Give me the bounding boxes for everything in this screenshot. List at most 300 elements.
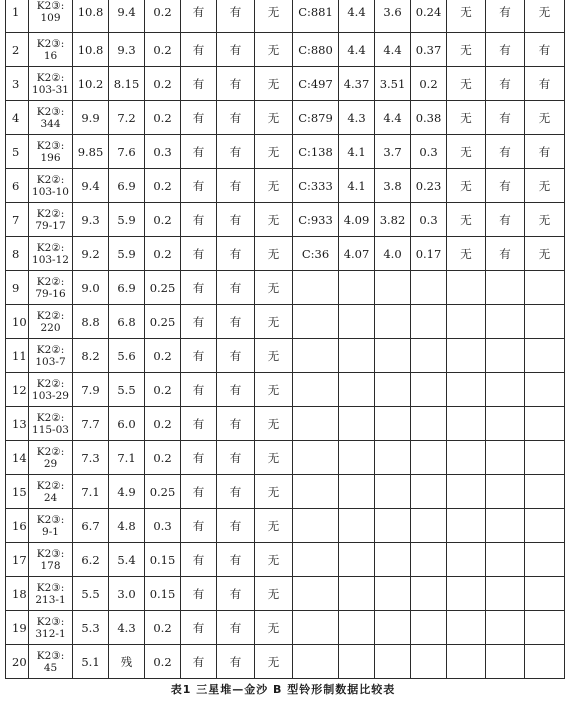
table-cell-col14	[486, 135, 525, 169]
table-cell-col5	[145, 305, 181, 339]
cell-value: 10.8	[77, 5, 104, 19]
table-cell-col7	[217, 475, 255, 509]
table-cell-col7	[217, 305, 255, 339]
table-cell-col9	[293, 373, 339, 407]
cell-value: 有	[192, 42, 205, 57]
table-cell-col10	[339, 577, 375, 611]
table-cell-col7	[217, 543, 255, 577]
table-row	[6, 339, 565, 373]
table-cell-col6	[181, 339, 217, 373]
table-cell-col8	[255, 373, 293, 407]
table-cell-col13	[447, 237, 486, 271]
cell-value: 0.25	[149, 314, 176, 329]
table-cell-col4	[109, 101, 145, 135]
table-cell-col10	[339, 645, 375, 679]
cell-value: 0.2	[153, 620, 172, 635]
cell-value: 7.6	[117, 144, 136, 159]
row-number: 8	[12, 246, 20, 261]
table-cell-col14	[486, 305, 525, 339]
table-cell-col13	[447, 305, 486, 339]
cell-value: 无	[267, 314, 280, 329]
table-cell-col13	[447, 475, 486, 509]
table-cell-col11	[375, 543, 411, 577]
row-number: 17	[12, 552, 27, 567]
cell-value: 3.82	[379, 212, 406, 227]
cell-value: 9.4	[117, 5, 136, 19]
table-cell-col14	[486, 169, 525, 203]
row-number: 1	[12, 5, 20, 19]
cell-value: 无	[267, 246, 280, 261]
row-number: 2	[12, 42, 20, 57]
cell-value: 7.1	[81, 484, 100, 499]
table-cell-col5	[145, 0, 181, 33]
table-cell-col6	[181, 441, 217, 475]
table-cell-col3	[73, 237, 109, 271]
cell-value: 有	[499, 110, 511, 125]
specimen-code-cell	[29, 441, 73, 475]
table-cell-col15	[525, 203, 565, 237]
table-cell-col15	[525, 67, 565, 101]
specimen-pit-label: K2③:	[36, 513, 65, 526]
table-cell-col8	[255, 611, 293, 645]
cell-value: 5.5	[81, 586, 100, 601]
cell-value: 无	[267, 518, 280, 533]
cell-value: 0.3	[419, 144, 438, 159]
table-cell-col3	[73, 543, 109, 577]
table-cell-col14	[486, 611, 525, 645]
table-row	[6, 645, 565, 679]
table-cell-col10	[339, 543, 375, 577]
table-cell-col10	[339, 441, 375, 475]
table-cell-col4	[109, 509, 145, 543]
table-cell-col9	[293, 339, 339, 373]
table-cell-col12	[411, 67, 447, 101]
table-cell-col8	[255, 67, 293, 101]
cell-value: 5.9	[117, 246, 136, 261]
table-cell-col10	[339, 305, 375, 339]
table-cell-col10	[339, 33, 375, 67]
cell-value: 无	[267, 348, 280, 363]
specimen-number: 103-12	[32, 253, 69, 266]
table-cell-col9	[293, 101, 339, 135]
cell-value: 无	[267, 416, 280, 431]
table-cell-col11	[375, 475, 411, 509]
cell-value: 7.2	[117, 110, 136, 125]
specimen-number: 29	[43, 457, 58, 470]
table-cell-col14	[486, 441, 525, 475]
table-cell-col5	[145, 373, 181, 407]
table-cell-col14	[486, 203, 525, 237]
table-row	[6, 475, 565, 509]
cell-value: 0.2	[153, 212, 172, 227]
cell-value: 7.9	[81, 382, 100, 397]
table-cell-col9	[293, 0, 339, 33]
cell-value: 0.2	[153, 348, 172, 363]
table-cell-col7	[217, 441, 255, 475]
cell-value: 8.15	[113, 76, 140, 91]
table-cell-col6	[181, 645, 217, 679]
cell-value: 0.2	[153, 76, 172, 91]
table-cell-col8	[255, 305, 293, 339]
cell-value: 无	[460, 178, 472, 193]
specimen-pit-label: K2②:	[36, 309, 65, 322]
table-cell-col3	[73, 645, 109, 679]
table-cell-col5	[145, 33, 181, 67]
specimen-pit-label: K2③:	[36, 581, 65, 594]
specimen-pit-label: K2②:	[36, 173, 65, 186]
cell-value: 无	[267, 552, 280, 567]
row-number-cell	[6, 373, 29, 407]
table-cell-col14	[486, 271, 525, 305]
table-cell-col10	[339, 373, 375, 407]
table-cell-col12	[411, 169, 447, 203]
table-cell-col5	[145, 101, 181, 135]
specimen-code-cell	[29, 611, 73, 645]
cell-value: 无	[267, 484, 280, 499]
row-number: 7	[12, 212, 20, 227]
table-cell-col9	[293, 271, 339, 305]
table-cell-col7	[217, 169, 255, 203]
table-cell-col8	[255, 543, 293, 577]
table-cell-col15	[525, 373, 565, 407]
table-cell-col14	[486, 33, 525, 67]
specimen-code-cell	[29, 475, 73, 509]
cell-value: 无	[460, 110, 472, 125]
cell-value: 有	[192, 654, 205, 669]
specimen-pit-label: K2③:	[36, 105, 65, 118]
table-cell-col15	[525, 33, 565, 67]
table-cell-col6	[181, 169, 217, 203]
row-number: 18	[12, 586, 27, 601]
cell-value: 0.2	[153, 382, 172, 397]
specimen-pit-label: K2③:	[36, 139, 65, 152]
table-cell-col7	[217, 407, 255, 441]
table-cell-col5	[145, 509, 181, 543]
cell-value: 无	[267, 212, 280, 227]
table-cell-col3	[73, 611, 109, 645]
cell-value: 无	[538, 5, 551, 19]
cell-value: 9.4	[81, 178, 100, 193]
table-cell-col10	[339, 0, 375, 33]
cell-value: 有	[192, 280, 205, 295]
table-cell-col4	[109, 67, 145, 101]
specimen-code-cell	[29, 169, 73, 203]
table-cell-col13	[447, 0, 486, 33]
table-cell-col6	[181, 67, 217, 101]
table-cell-col5	[145, 407, 181, 441]
table-cell-col5	[145, 611, 181, 645]
row-number: 3	[12, 76, 20, 91]
specimen-code-cell	[29, 271, 73, 305]
cell-value: 无	[267, 110, 280, 125]
specimen-number: 103-31	[32, 83, 69, 96]
table-cell-col7	[217, 509, 255, 543]
specimen-pit-label: K2②:	[36, 275, 65, 288]
table-cell-col9	[293, 169, 339, 203]
table-cell-col11	[375, 203, 411, 237]
cell-value: 0.17	[415, 246, 442, 261]
table-cell-col11	[375, 407, 411, 441]
table-cell-col3	[73, 101, 109, 135]
table-cell-col11	[375, 135, 411, 169]
row-number-cell	[6, 441, 29, 475]
cell-value: 有	[229, 654, 242, 669]
cell-value: 有	[192, 586, 205, 601]
specimen-code-cell	[29, 407, 73, 441]
table-cell-col12	[411, 33, 447, 67]
table-cell-col6	[181, 611, 217, 645]
specimen-code-cell	[29, 543, 73, 577]
table-row	[6, 203, 565, 237]
table-cell-col9	[293, 67, 339, 101]
table-cell-col8	[255, 509, 293, 543]
row-number-cell	[6, 101, 29, 135]
cell-value: 无	[538, 178, 551, 193]
table-cell-col7	[217, 135, 255, 169]
table-cell-col3	[73, 33, 109, 67]
table-row	[6, 373, 565, 407]
cell-value: 无	[460, 212, 472, 227]
table-cell-col5	[145, 475, 181, 509]
table-cell-col7	[217, 67, 255, 101]
cell-value: 3.51	[379, 76, 406, 91]
table-cell-col9	[293, 203, 339, 237]
specimen-pit-label: K2②:	[36, 479, 65, 492]
cell-value: 残	[120, 654, 133, 669]
row-number-cell	[6, 0, 29, 33]
cell-value: 4.3	[347, 110, 366, 125]
cell-value: 有	[192, 5, 205, 19]
table-cell-col13	[447, 509, 486, 543]
row-number: 4	[12, 110, 20, 125]
specimen-number: 196	[40, 151, 61, 164]
row-number: 6	[12, 178, 20, 193]
table-row	[6, 67, 565, 101]
table-cell-col14	[486, 407, 525, 441]
table-cell-col15	[525, 135, 565, 169]
table-cell-col9	[293, 577, 339, 611]
cell-value: 4.4	[383, 110, 402, 125]
cell-value: 有	[499, 178, 511, 193]
cell-value: 有	[192, 144, 205, 159]
table-cell-col13	[447, 645, 486, 679]
table-row	[6, 407, 565, 441]
specimen-code-cell	[29, 645, 73, 679]
cell-value: 无	[460, 246, 472, 261]
table-cell-col6	[181, 271, 217, 305]
cell-value: 无	[460, 5, 472, 19]
cell-value: 6.2	[81, 552, 100, 567]
specimen-code-cell	[29, 203, 73, 237]
table-cell-col6	[181, 509, 217, 543]
cell-value: 无	[267, 5, 280, 19]
table-cell-col12	[411, 611, 447, 645]
specimen-number: 45	[43, 661, 58, 674]
cell-value: C:879	[298, 110, 333, 125]
cell-value: 0.15	[149, 586, 176, 601]
table-cell-col10	[339, 475, 375, 509]
table-cell-col10	[339, 135, 375, 169]
row-number: 19	[12, 620, 27, 635]
cell-value: 有	[229, 484, 242, 499]
cell-value: 有	[229, 280, 242, 295]
table-cell-col9	[293, 509, 339, 543]
table-cell-col12	[411, 203, 447, 237]
row-number: 20	[12, 654, 27, 669]
table-cell-col4	[109, 577, 145, 611]
cell-value: 0.2	[153, 110, 172, 125]
table-cell-col12	[411, 101, 447, 135]
cell-value: 7.3	[81, 450, 100, 465]
table-cell-col15	[525, 305, 565, 339]
cell-value: 0.25	[149, 484, 176, 499]
cell-value: 3.6	[383, 5, 402, 19]
table-cell-col11	[375, 509, 411, 543]
table-row	[6, 33, 565, 67]
table-cell-col15	[525, 271, 565, 305]
table-cell-col8	[255, 0, 293, 33]
table-cell-col15	[525, 169, 565, 203]
table-cell-col11	[375, 237, 411, 271]
table-cell-col3	[73, 441, 109, 475]
table-cell-col8	[255, 203, 293, 237]
table-cell-col4	[109, 611, 145, 645]
cell-value: 6.9	[117, 178, 136, 193]
table-cell-col8	[255, 645, 293, 679]
table-row	[6, 441, 565, 475]
table-cell-col3	[73, 203, 109, 237]
row-number-cell	[6, 203, 29, 237]
table-cell-col10	[339, 203, 375, 237]
specimen-code-cell	[29, 305, 73, 339]
specimen-code-cell	[29, 0, 73, 33]
cell-value: 6.7	[81, 518, 100, 533]
table-cell-col11	[375, 169, 411, 203]
cell-value: 有	[192, 450, 205, 465]
specimen-number: 115-03	[32, 423, 69, 436]
table-cell-col15	[525, 0, 565, 33]
table-cell-col7	[217, 101, 255, 135]
table-cell-col13	[447, 271, 486, 305]
specimen-number: 220	[40, 321, 61, 334]
table-cell-col9	[293, 305, 339, 339]
row-number-cell	[6, 135, 29, 169]
cell-value: 4.4	[347, 5, 366, 19]
row-number-cell	[6, 237, 29, 271]
cell-value: 有	[229, 620, 242, 635]
table-cell-col13	[447, 169, 486, 203]
table-cell-col7	[217, 339, 255, 373]
cell-value: 10.2	[77, 76, 104, 91]
table-cell-col15	[525, 543, 565, 577]
table-cell-col14	[486, 101, 525, 135]
table-cell-col13	[447, 441, 486, 475]
cell-value: 9.3	[81, 212, 100, 227]
specimen-code-cell	[29, 577, 73, 611]
table-cell-col14	[486, 509, 525, 543]
specimen-code-cell	[29, 339, 73, 373]
cell-value: 0.2	[153, 5, 172, 19]
table-cell-col11	[375, 33, 411, 67]
table-cell-col8	[255, 441, 293, 475]
table-cell-col7	[217, 237, 255, 271]
table-cell-col13	[447, 373, 486, 407]
table-caption: 表1 三星堆—金沙 B 型铃形制数据比较表	[170, 683, 396, 696]
cell-value: 有	[229, 518, 242, 533]
table-cell-col3	[73, 407, 109, 441]
table-cell-col4	[109, 441, 145, 475]
specimen-pit-label: K2③:	[36, 615, 65, 628]
cell-value: 无	[267, 178, 280, 193]
cell-value: 有	[192, 348, 205, 363]
cell-value: 有	[229, 178, 242, 193]
table-cell-col5	[145, 135, 181, 169]
table-cell-col13	[447, 203, 486, 237]
specimen-pit-label: K2②:	[36, 411, 65, 424]
table-cell-col12	[411, 509, 447, 543]
cell-value: 6.0	[117, 416, 136, 431]
table-cell-col3	[73, 577, 109, 611]
table-cell-col7	[217, 611, 255, 645]
cell-value: 有	[499, 246, 511, 261]
cell-value: 无	[460, 144, 472, 159]
cell-value: 4.1	[347, 144, 366, 159]
cell-value: C:138	[298, 144, 333, 159]
specimen-pit-label: K2③:	[36, 649, 65, 662]
table-cell-col11	[375, 645, 411, 679]
cell-value: 有	[192, 416, 205, 431]
table-cell-col11	[375, 441, 411, 475]
specimen-pit-label: K2②:	[36, 377, 65, 390]
cell-value: 0.25	[149, 280, 176, 295]
cell-value: 6.8	[117, 314, 136, 329]
cell-value: 无	[538, 246, 551, 261]
table-cell-col3	[73, 373, 109, 407]
table-cell-col7	[217, 203, 255, 237]
table-cell-col4	[109, 373, 145, 407]
cell-value: 无	[267, 42, 280, 57]
row-number: 15	[12, 484, 27, 499]
table-cell-col4	[109, 0, 145, 33]
table-cell-col9	[293, 645, 339, 679]
cell-value: 5.9	[117, 212, 136, 227]
row-number-cell	[6, 271, 29, 305]
cell-value: 有	[229, 348, 242, 363]
specimen-number: 103-7	[35, 355, 66, 368]
table-body	[6, 0, 565, 679]
table-cell-col10	[339, 509, 375, 543]
table-row	[6, 237, 565, 271]
cell-value: 有	[192, 110, 205, 125]
cell-value: 8.8	[81, 314, 100, 329]
row-number-cell	[6, 33, 29, 67]
cell-value: 3.0	[117, 586, 136, 601]
cell-value: 0.2	[153, 246, 172, 261]
table-cell-col5	[145, 271, 181, 305]
cell-value: 0.15	[149, 552, 176, 567]
table-cell-col6	[181, 543, 217, 577]
cell-value: 有	[499, 76, 511, 91]
specimen-pit-label: K2③:	[36, 37, 65, 50]
cell-value: 5.4	[117, 552, 136, 567]
cell-value: 无	[267, 382, 280, 397]
cell-value: 4.37	[343, 76, 370, 91]
table-cell-col15	[525, 509, 565, 543]
specimen-pit-label: K2③:	[36, 0, 65, 12]
specimen-number: 344	[40, 117, 61, 130]
cell-value: 有	[538, 144, 551, 159]
cell-value: 4.3	[117, 620, 136, 635]
